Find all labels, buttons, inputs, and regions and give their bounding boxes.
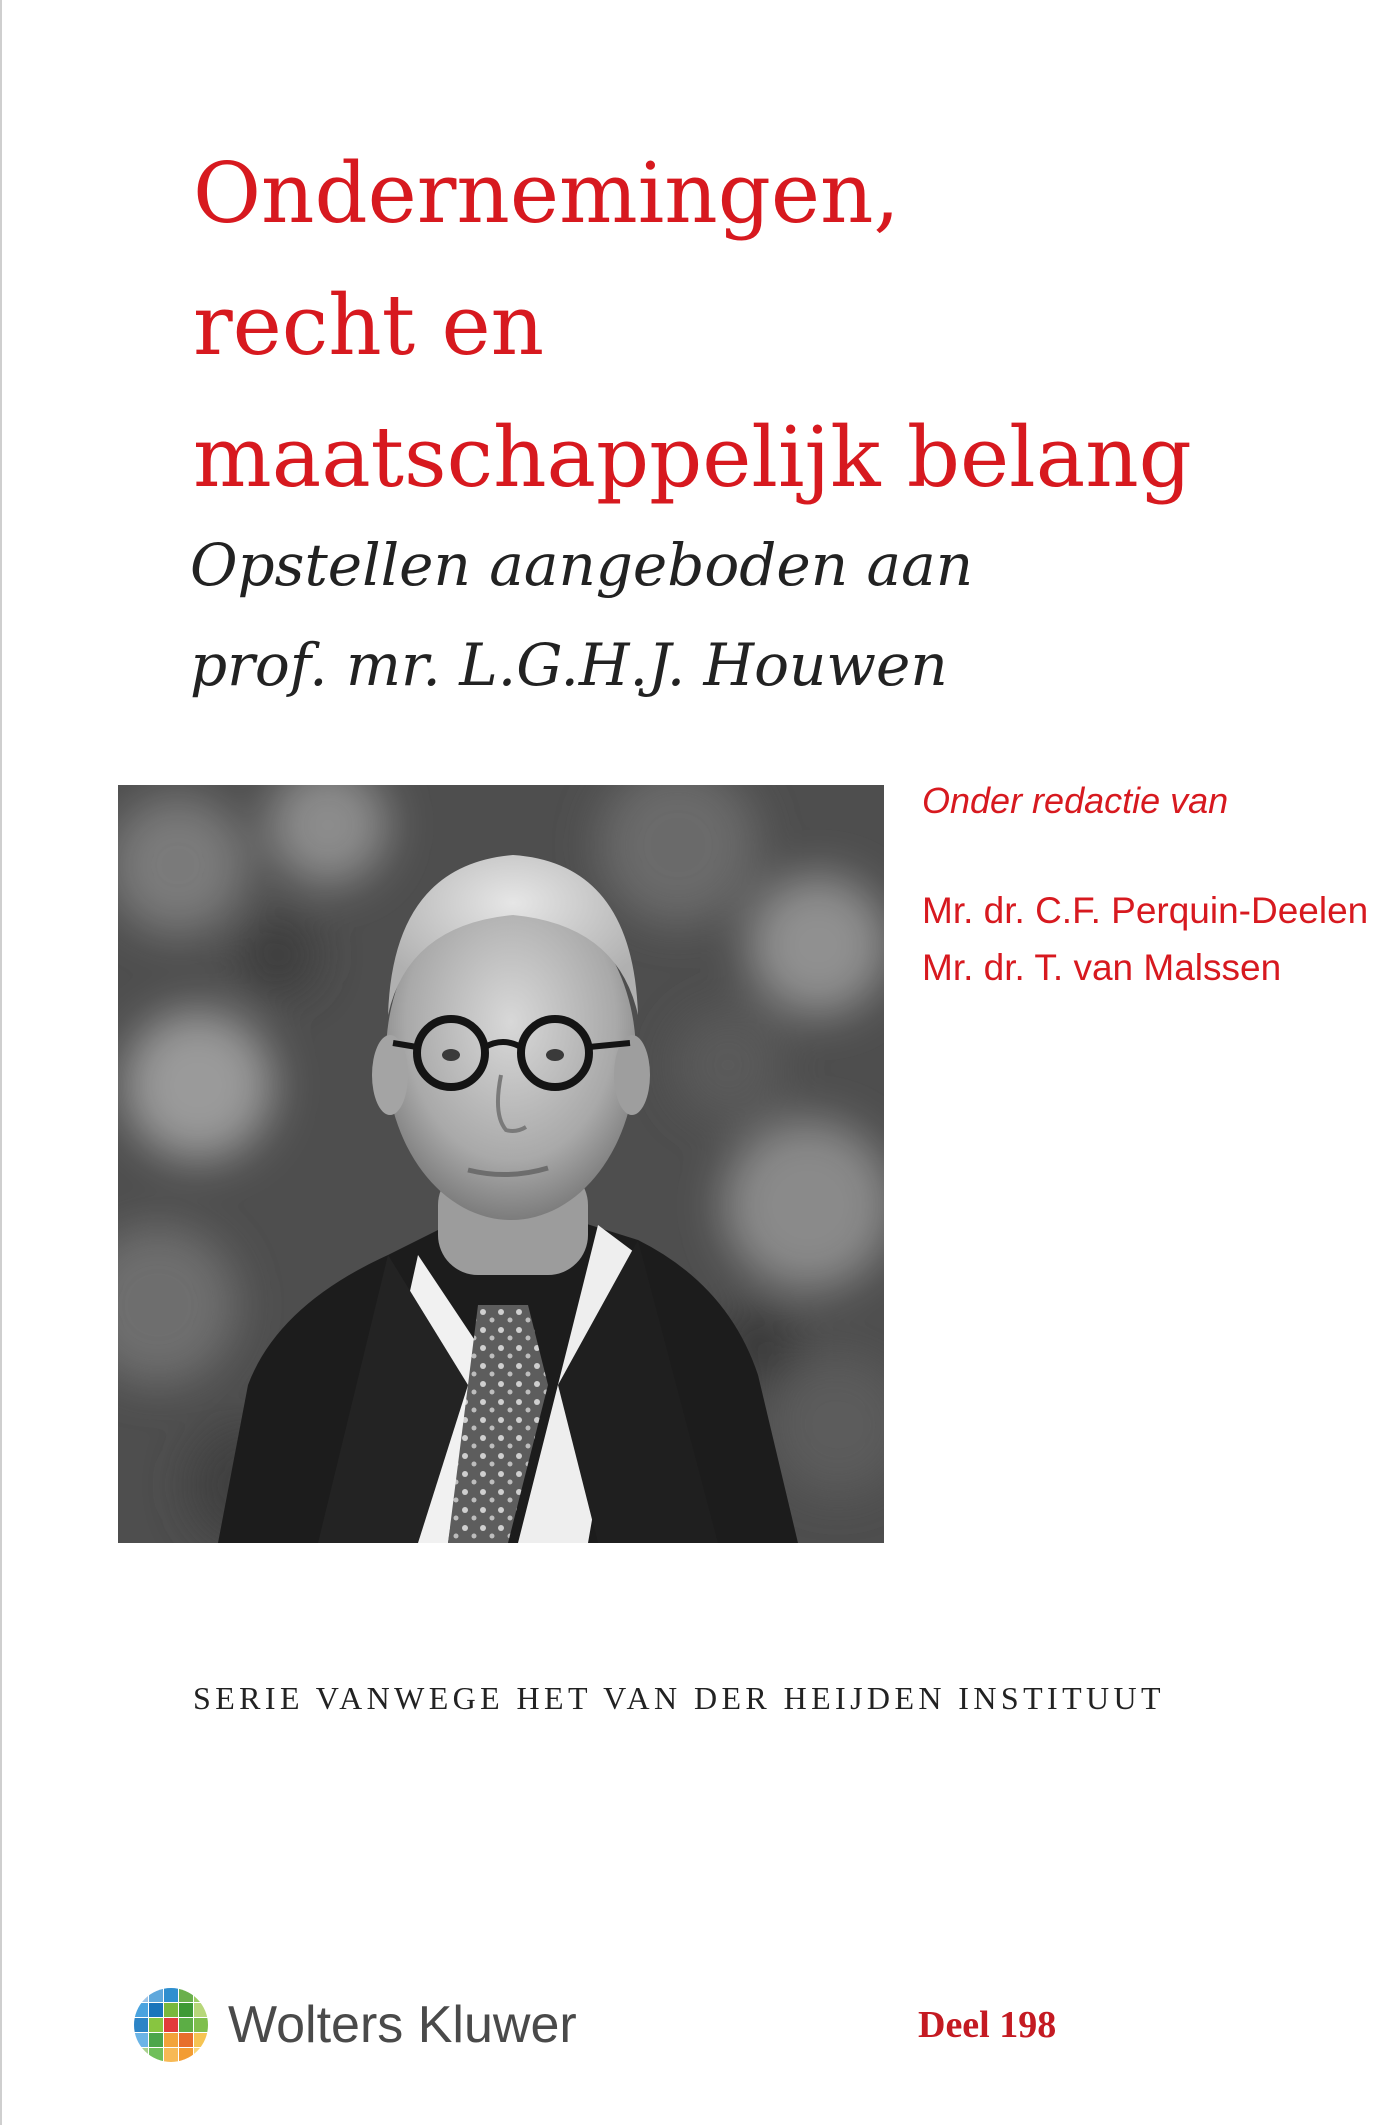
subtitle-line-1: Opstellen aangeboden aan [190,531,974,599]
title-line-1: Ondernemingen, [193,145,900,242]
title-line-3: maatschappelijk belang [193,409,1192,506]
volume-number: Deel 198 [918,2004,1057,2046]
book-subtitle [190,515,1290,715]
wolters-kluwer-logo-icon [132,1986,210,2064]
honoree-portrait-photo [118,785,884,1543]
editor-name: Mr. dr. C.F. Perquin-Deelen [922,890,1369,931]
editors-label: Onder redactie van [922,780,1229,821]
title-line-2: recht en [193,277,545,374]
book-title [193,128,1353,524]
publisher-name: Wolters Kluwer [228,1996,577,2054]
publisher-logo [132,1980,577,2070]
editor-name: Mr. dr. T. van Malssen [922,947,1282,988]
cover-edge-line [0,0,2,2125]
series-name: SERIE VANWEGE HET VAN DER HEIJDEN INSTITUUT [193,1680,1165,1716]
portrait-illustration [118,785,884,1543]
subtitle-line-2: prof. mr. L.G.H.J. Houwen [190,631,948,699]
